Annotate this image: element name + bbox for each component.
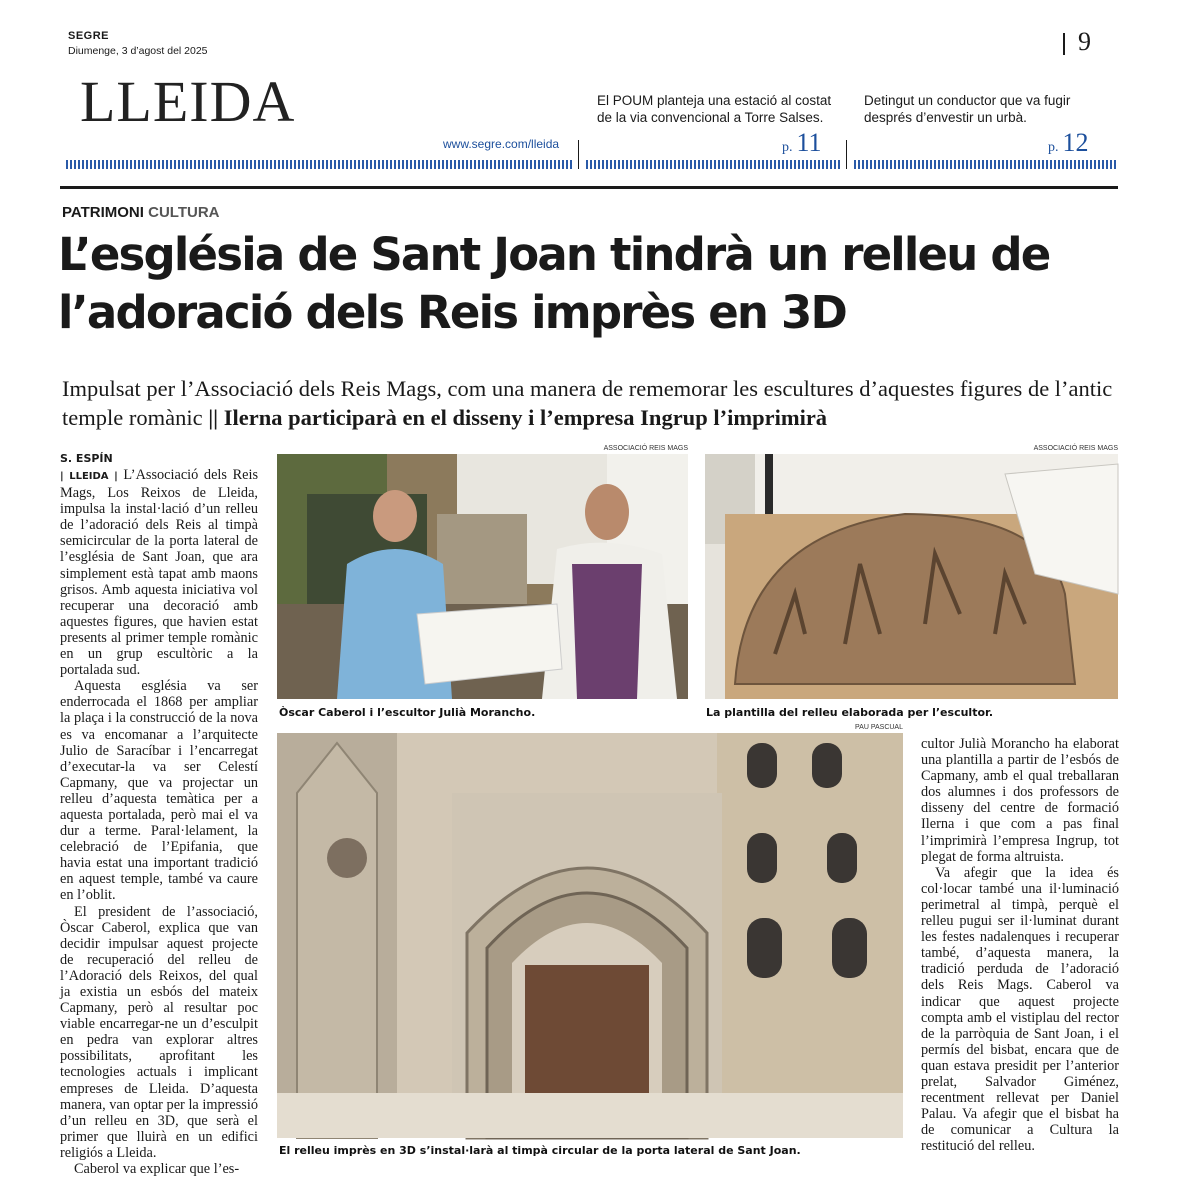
photo-credit: PAU PASCUAL bbox=[855, 724, 903, 731]
masthead-stripe-right bbox=[854, 160, 1118, 169]
teaser-divider-1 bbox=[578, 140, 579, 169]
section-rule bbox=[60, 186, 1118, 189]
section-tag bbox=[62, 204, 219, 221]
photo-caption: Òscar Caberol i l’escultor Julià Morancho. bbox=[279, 706, 536, 719]
photo-caption: El relleu imprès en 3D s’instal·larà al timpà circular de la porta lateral de Sant Joan. bbox=[279, 1144, 801, 1157]
photo-caption: La plantilla del relleu elaborada per l’escultor. bbox=[706, 706, 994, 719]
section-tag-primary: PATRIMONI bbox=[62, 204, 144, 221]
teaser-divider-2 bbox=[846, 140, 847, 169]
photo-credit: ASSOCIACIÓ REIS MAGS bbox=[1033, 445, 1118, 452]
paragraph: El president de l’associació, Òscar Caberol, explica que van decidir impulsar aquest projecte de recuperació del relleu de l’Adoració dels Reixos, del qual ja existia un esbós del mateix Capmany, però al resultar poc viable encarregar-ne un d’esculpit en pedra van explorar altres possibilitats, aprofitant les tecnologies actuals i implicant empreses de Lleida. D’aquesta manera, van optar per la impressió d’un relleu en 3D, que serà el primer que lluirà en un edifici religiós a Lleida. bbox=[60, 903, 258, 1161]
paragraph: Va afegir que la idea és col·locar també una il·luminació perimetral al timpà, perquè el relleu pugui ser il·luminat durant les festes nadalenques i recuperar també, d’aquesta manera, la tradició perduda de l’adoració dels Reis Mags. Caberol va indicar que aquest projecte compta amb el vistiplau del rector de la parròquia de Sant Joan, i el permís del bisbat, encara que de quan estava presidit per l’anterior prelat, Salvador Giménez, recentment rellevat per Daniel Palau. Va afegir que el bisbat ha de comunicar a Cultura la restitució del relleu. bbox=[921, 864, 1119, 1155]
paragraph: L’Associació dels Reis Mags, Los Reixos de Lleida, impulsa la instal·lació d’un relleu de l’adoració dels Reis al timpà semicircular de la porta lateral de l’església de Sant Joan, que ara simplement està tapat amb maons grisos. Amb aquesta iniciativa vol recuperar una decoració amb aquestes figures, que havien estat presents al primer temple romànic en un grup escultòric a la portalada sud. bbox=[60, 467, 259, 679]
paragraph: Aquesta església va ser enderrocada el 1868 per ampliar la plaça i la construcció de la nova es va encomanar a l’arquitecte Julio de Saracíbar i l’encarregat d’executar-la va ser Celestí Capmany, que va projectar un relleu d’aquesta temàtica per a aquesta portalada, però mai el va dur a terme. Paral·lelament, la celebració de l’Epifania, que havia estat una important tradició en aquest temple, també va caure en l’oblit. bbox=[60, 678, 258, 904]
paper-name: SEGRE bbox=[68, 30, 110, 42]
issue-date: Diumenge, 3 d’agost del 2025 bbox=[68, 45, 208, 57]
subheadline-part-1: Impulsat per l’Associació dels Reis Mags, com una manera de rememorar les escultures d’aquestes figures de l’antic temple romànic bbox=[62, 376, 1113, 430]
page-number: 9 bbox=[1078, 27, 1091, 56]
photo-relief-template bbox=[705, 454, 1118, 699]
teaser-page-prefix: p. bbox=[782, 140, 793, 155]
paragraph: cultor Julià Morancho ha elaborat una plantilla a partir de l’esbós de Capmany, amb el qual treballaran dos alumnes i dos professors de disseny del centre de formació Ilerna i que com a pas final l’imprimirà l’empresa Ingrup, tot plegat de forma altruista. bbox=[921, 736, 1119, 865]
subheadline bbox=[62, 374, 1122, 432]
photo-people bbox=[277, 454, 688, 699]
paragraph: Caberol va explicar que l’es- bbox=[74, 1161, 240, 1178]
section-title: LLEIDA bbox=[80, 69, 296, 134]
teaser-text[interactable]: Detingut un conductor que va fugir després d’envestir un urbà. bbox=[864, 93, 1071, 125]
section-tag-secondary: CULTURA bbox=[148, 204, 220, 221]
headline: L’església de Sant Joan tindrà un relleu de l’adoració dels Reis imprès en 3D bbox=[58, 228, 1050, 339]
masthead-stripe-mid bbox=[586, 160, 840, 169]
page-number-divider bbox=[1063, 33, 1065, 55]
teaser-text[interactable]: El POUM planteja una estació al costat de la via convencional a Torre Salses. bbox=[597, 93, 832, 125]
photo-church-facade bbox=[277, 733, 903, 1138]
photo-credit: ASSOCIACIÓ REIS MAGS bbox=[603, 445, 688, 452]
teaser-page-number: 11 bbox=[796, 128, 822, 157]
article-column-1 bbox=[60, 467, 259, 1178]
teaser-page-ref[interactable] bbox=[782, 128, 822, 158]
subheadline-separator: || bbox=[208, 405, 219, 430]
dateline: | LLEIDA | bbox=[60, 471, 118, 482]
masthead-stripe-left bbox=[66, 160, 572, 169]
teaser-page-number: 12 bbox=[1062, 128, 1089, 157]
byline: S. ESPÍN bbox=[60, 452, 113, 465]
section-url[interactable]: www.segre.com/lleida bbox=[443, 137, 560, 151]
article-column-3 bbox=[921, 736, 1119, 1161]
teaser-page-prefix: p. bbox=[1048, 140, 1059, 155]
teaser-page-ref[interactable] bbox=[1048, 128, 1089, 158]
subheadline-part-2: Ilerna participarà en el disseny i l’empresa Ingrup l’imprimirà bbox=[223, 405, 828, 430]
